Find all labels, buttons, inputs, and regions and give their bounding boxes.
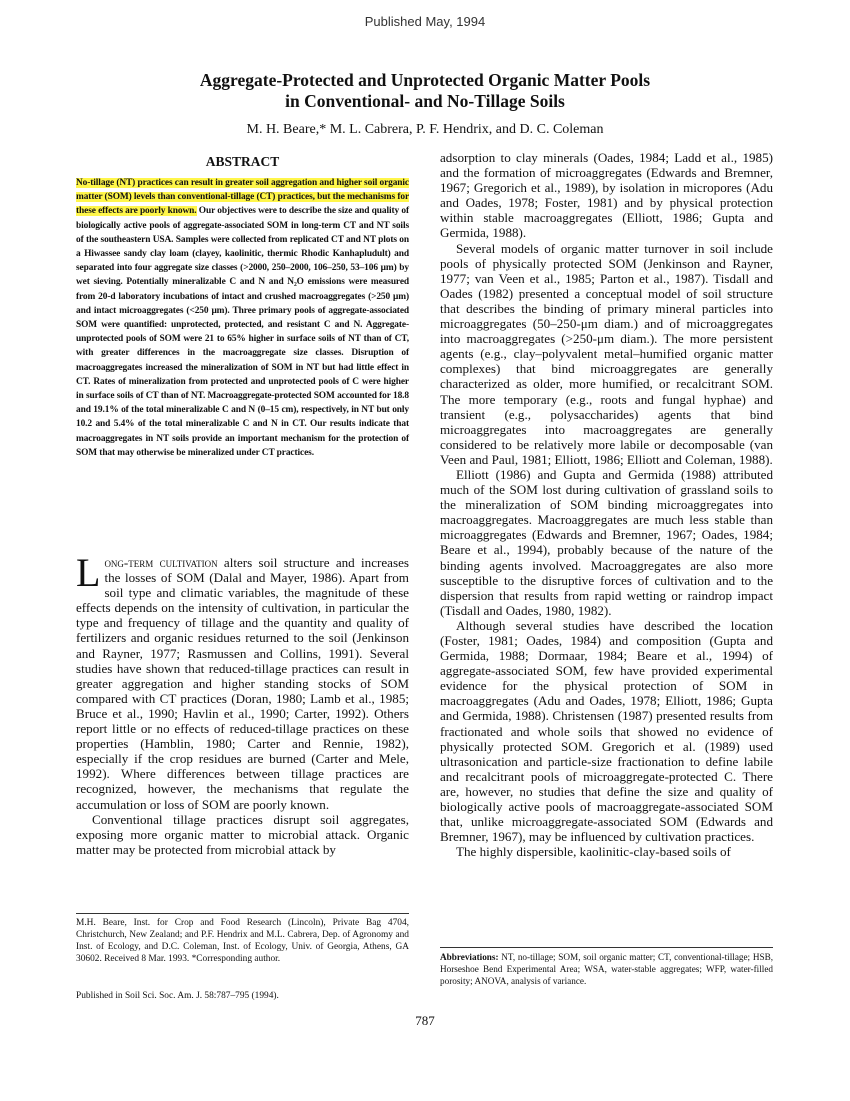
- intro-paragraph-2: Conventional tillage practices disrupt soil aggregates, exposing more organic matter to microbial attack. Organic matter may be protected from microbial attack by: [76, 811, 409, 857]
- title-line-2: in Conventional- and No-Tillage Soils: [285, 91, 565, 111]
- drop-cap: L: [76, 550, 101, 595]
- abbreviations-note: [440, 951, 773, 987]
- right-column: [440, 150, 773, 859]
- abbreviations-divider: [440, 947, 773, 948]
- title-line-1: Aggregate-Protected and Unprotected Organic Matter Pools: [199, 70, 651, 90]
- abstract-body: Our objectives were to describe the size and quality of biologically active pools of aggregate-associated SOM in long-term CT and NT soils of the southeastern USA. Samples were collected from replicated CT and NT plots on a Hiwassee sandy clay loam (clayey, kaolinitic, thermic Rhodic Kanhapludult) and separated into four aggregate size classes (>2000, 250–2000, 106–250, 53–106 μm) by wet sieving. Potentially mineralizable C and N and N₂O emissions were measured from 20-d laboratory incubations of intact and crushed macroaggregates (>250 μm) and intact microaggregates (<250 μm). Three primary pools of aggregate-associated SOM were quantified: unprotected, protected, and resistant C and N. Aggregate-unprotected pools of SOM were 21 to 65% higher in surface soils of NT than of CT, with greater differences in the macroaggregate size classes. Disruption of macroaggregates increased the mineralization of SOM in NT but had little effect in CT. Rates of mineralization from protected and unprotected pools of C were higher in surface soils of CT than of NT. Macroaggregate-protected SOM accounted for 18.8 and 19.1% of the total mineralizable C and N (0–15 cm), respectively, in NT but only 10.2 and 5.4% of the total mineralizable C and N in CT. Our results indicate that macroaggregates in NT soils provide an important mechanism for the protection of SOM that may otherwise be mineralized under CT practices.: [76, 206, 409, 458]
- right-paragraph-3: Elliott (1986) and Gupta and Germida (1988) attributed much of the SOM lost during cultivation of grassland soils to the mineralization of SOM binding microaggregates into macroaggregates. Macroaggregates are much less stable than microaggregates (Edwards and Bremner, 1967; Oades, 1984; Beare et al., 1994), probably because of the nature of the binding agents involved. Macroaggregates are also more susceptible to the disruptive forces of cultivation and to the dispersion that results from rapid wetting or raindrop impact (Tisdall and Oades, 1980, 1982).: [440, 466, 773, 618]
- intro-paragraph-1: [76, 550, 409, 812]
- introduction: [76, 550, 409, 857]
- author-list: M. H. Beare,* M. L. Cabrera, P. F. Hendrix, and D. C. Coleman: [246, 122, 604, 137]
- abbreviations-label: Abbreviations:: [440, 952, 499, 962]
- right-paragraph-1: adsorption to clay minerals (Oades, 1984; Ladd et al., 1985) and the formation of microaggregates (Edwards and Bremner, 1967; Gregorich et al., 1989), by isolation in micropores (Adu and Oades, 1978; Foster, 1981) and by physical protection within stable macroaggregates (Elliott, 1986; Gupta and Germida, 1988).: [440, 150, 773, 241]
- article-title: [0, 70, 850, 112]
- left-column: [76, 150, 409, 460]
- right-paragraph-2: Several models of organic matter turnover in soil include pools of physically protected SOM (Jenkinson and Rayner, 1977; van Veen et al., 1985; Parton et al., 1987). Tisdall and Oades (1982) presented a conceptual model of soil structure that describes the binding of primary mineral particles into microaggregates (50–250-μm diam.) and of microaggregates into macroaggregates (>250-μm diam.). The more persistent agents (e.g., clay–polyvalent metal–humified organic matter complexes) that bind microaggregates are generally characterized as older, more humified, or recalcitrant SOM. The more temporary (e.g., roots and fungal hyphae) and transient (e.g., polysaccharides) agents that bind microaggregates into macroaggregates are generally considered to be relatively more labile or decomposable (van Veen and Paul, 1981; Elliott, 1986; Elliott and Coleman, 1988).: [440, 240, 773, 467]
- abbreviations-text: NT, no-tillage; SOM, soil organic matter; CT, conventional-tillage; HSB, Horseshoe Bend Experimental Area; WSA, water-stable aggregates; WFP, water-filled porosity; ANOVA, analysis of variance.: [440, 952, 773, 986]
- author-affiliations: M.H. Beare, Inst. for Crop and Food Research (Lincoln), Private Bag 4704, Christchurch, New Zealand; and P.F. Hendrix and M.L. Cabrera, Dep. of Agronomy and Inst. of Ecology, and D.C. Coleman, Inst. of Ecology, Univ. of Georgia, Athens, GA 30602. Received 8 Mar. 1993. *Corresponding author.: [76, 918, 409, 964]
- published-date: Published May, 1994: [364, 14, 486, 29]
- abstract-text: [76, 176, 409, 460]
- intro-p1-text: alters soil structure and increases the losses of SOM (Dalal and Mayer, 1986). Apart from soil type and climatic variables, the magnitude of these effects depends on the intensity of cultivation, in particular the type and frequency of tillage and the quantity and quality of fertilizers and organic residues returned to the soil (Jenkinson and Rayner, 1977; Rasmussen and Collins, 1991). Several studies have shown that reduced-tillage practices can result in greater aggregation and higher standing stocks of SOM compared with CT practices (Doran, 1980; Lamb et al., 1985; Bruce et al., 1990; Havlin et al., 1990; Carter, 1992). Others report little or no effects of reduced-tillage practices on these properties (Hamblin, 1980; Carter and Rennie, 1982), especially if the crop residues are burned (Carter and Mele, 1992). Where differences between tillage practices are recognized, however, the mechanisms that regulate the accumulation or loss of SOM are poorly known.: [76, 555, 409, 812]
- right-paragraph-4: Although several studies have described the location (Foster, 1981; Oades, 1984) and composition (Gupta and Germida, 1988; Dormaar, 1984; Beare et al., 1994) of aggregate-associated SOM, few have provided experimental evidence for the physical protection of SOM in macroaggregates (Adu and Oades, 1978; Elliott, 1986; Gupta and Germida, 1988). Christensen (1987) presented results from fractionated and whole soils that showed no evidence of physically protected SOM. Gregorich et al. (1989) used ultrasonication and particle-size fractionation to define labile and recalcitrant pools of microaggregate-protected C. There are, however, no studies that define the size and quality of biologically active pools of macroaggregate-associated SOM that, unlike microaggregate-associated SOM (Edwards and Bremner, 1967), may be influenced by cultivation practices.: [440, 617, 773, 845]
- abstract-highlighted-sentence: No-tillage (NT) practices can result in greater soil aggregation and higher soil organic matter (SOM) levels than conventional-tillage (CT) practices, but the mechanisms for these effects are poorly known.: [76, 178, 409, 217]
- page-number: 787: [415, 1013, 435, 1028]
- footnote-divider: [76, 913, 409, 914]
- right-paragraph-5: The highly dispersible, kaolinitic-clay-based soils of: [456, 844, 731, 860]
- abstract-heading: ABSTRACT: [205, 154, 280, 169]
- journal-citation: Published in Soil Sci. Soc. Am. J. 58:787–795 (1994).: [76, 991, 279, 1001]
- intro-smallcaps: ong-term cultivation: [104, 555, 218, 570]
